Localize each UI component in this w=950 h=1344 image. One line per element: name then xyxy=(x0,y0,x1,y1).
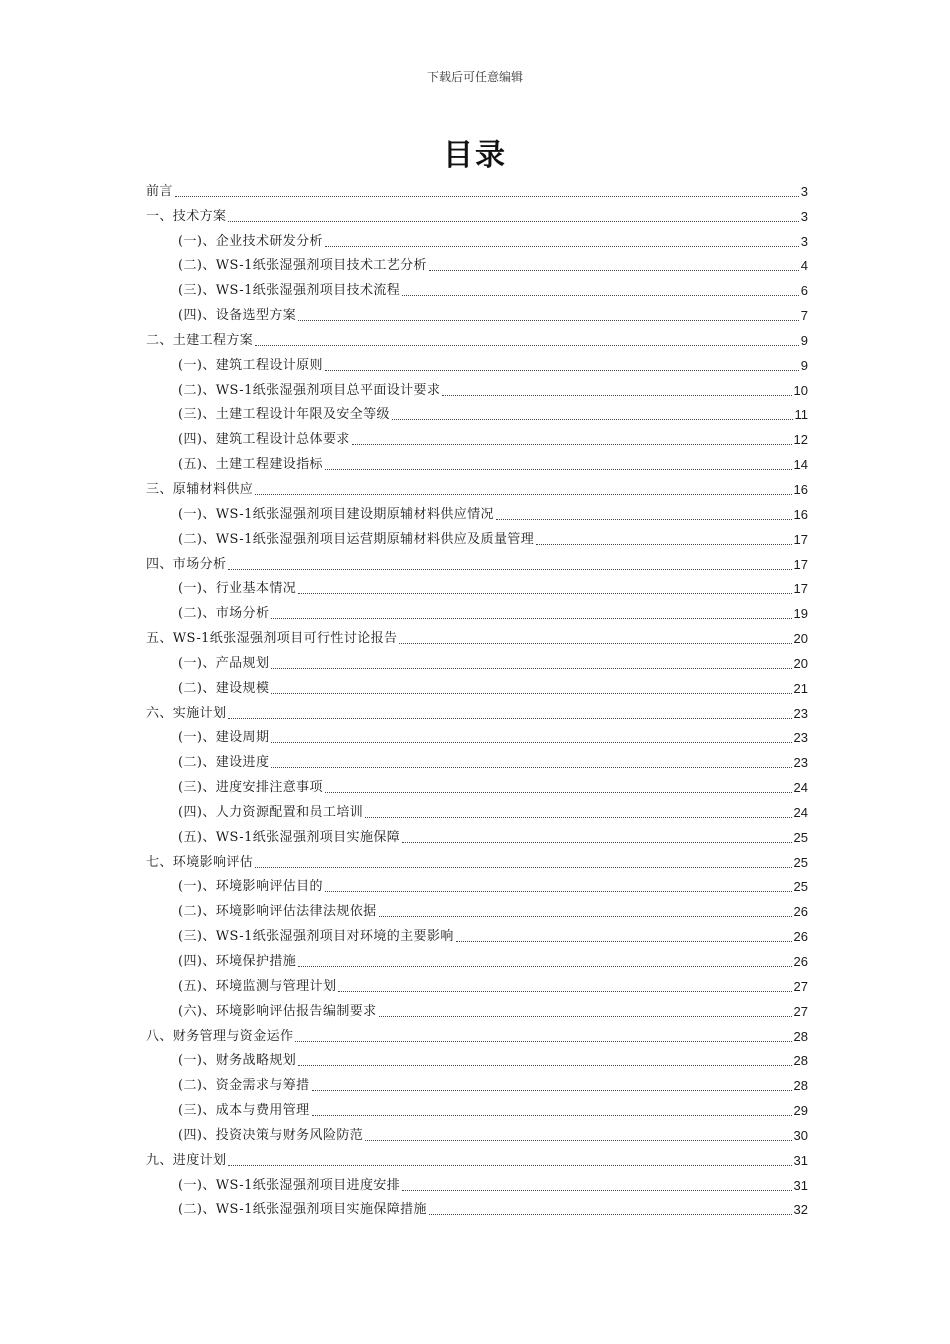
toc-dot-leader xyxy=(402,1190,791,1191)
toc-entry[interactable] xyxy=(146,399,808,424)
toc-page-number: 28 xyxy=(793,1028,808,1044)
toc-dot-leader xyxy=(325,891,792,892)
toc-entry-title: (二)、WS-1纸张湿强剂项目技术工艺分析 xyxy=(178,258,427,274)
toc-entry[interactable] xyxy=(146,1119,808,1144)
toc-entry[interactable] xyxy=(146,821,808,846)
toc-entry[interactable] xyxy=(146,573,808,598)
toc-entry-title: (一)、产品规划 xyxy=(178,655,270,671)
toc-entry[interactable] xyxy=(146,423,808,448)
toc-dot-leader xyxy=(379,1016,792,1017)
toc-entry-title: (二)、市场分析 xyxy=(178,606,270,622)
toc-page-number: 26 xyxy=(793,904,808,920)
toc-page-number: 17 xyxy=(793,556,808,572)
toc-entry[interactable] xyxy=(146,448,808,473)
toc-entry-title: (一)、建设周期 xyxy=(178,730,270,746)
page-title: 目录 xyxy=(443,138,507,173)
toc-entry[interactable] xyxy=(146,349,808,374)
toc-page-number: 3 xyxy=(800,208,808,224)
toc-entry[interactable] xyxy=(146,250,808,275)
toc-entry-title: (一)、建筑工程设计原则 xyxy=(178,357,323,373)
toc-entry-title: (一)、行业基本情况 xyxy=(178,581,297,597)
toc-entry[interactable] xyxy=(146,945,808,970)
toc-page-number: 17 xyxy=(793,581,808,597)
toc-entry-title: (四)、设备选型方案 xyxy=(178,308,297,324)
toc-dot-leader xyxy=(352,444,792,445)
toc-entry[interactable] xyxy=(146,771,808,796)
toc-entry[interactable] xyxy=(146,1069,808,1094)
toc-dot-leader xyxy=(298,593,791,594)
toc-entry-title: (四)、投资决策与财务风险防范 xyxy=(178,1127,364,1143)
toc-dot-leader xyxy=(228,569,791,570)
toc-page-number: 30 xyxy=(793,1127,808,1143)
toc-page-number: 24 xyxy=(793,780,808,796)
toc-page-number: 29 xyxy=(793,1103,808,1119)
toc-page-number: 28 xyxy=(793,1053,808,1069)
toc-entry-title: 八、财务管理与资金运作 xyxy=(146,1028,294,1044)
toc-page-number: 19 xyxy=(793,606,808,622)
toc-entry[interactable] xyxy=(146,995,808,1020)
toc-page-number: 16 xyxy=(793,481,808,497)
toc-page-number: 14 xyxy=(793,457,808,473)
toc-entry[interactable] xyxy=(146,374,808,399)
toc-dot-leader xyxy=(255,867,791,868)
toc-dot-leader xyxy=(228,718,791,719)
toc-entry-title: (三)、WS-1纸张湿强剂项目对环境的主要影响 xyxy=(178,929,454,945)
toc-entry-title: (二)、建设进度 xyxy=(178,755,270,771)
toc-dot-leader xyxy=(295,1041,791,1042)
toc-page-number: 23 xyxy=(793,730,808,746)
toc-entry[interactable] xyxy=(146,473,808,498)
toc-entry-title: (一)、环境影响评估目的 xyxy=(178,879,323,895)
toc-page-number: 28 xyxy=(793,1078,808,1094)
toc-page-number: 17 xyxy=(793,531,808,547)
toc-entry[interactable] xyxy=(146,200,808,225)
toc-page-number: 24 xyxy=(793,804,808,820)
toc-entry-title: (五)、土建工程建设指标 xyxy=(178,457,323,473)
toc-page-number: 26 xyxy=(793,954,808,969)
toc-page-number: 27 xyxy=(793,978,808,994)
toc-entry[interactable] xyxy=(146,523,808,548)
toc-entry[interactable] xyxy=(146,796,808,821)
toc-page-number: 10 xyxy=(793,382,808,398)
toc-page-number: 25 xyxy=(793,879,808,895)
toc-page-number: 31 xyxy=(793,1177,808,1193)
toc-page-number: 27 xyxy=(793,1003,808,1019)
toc-entry-title: (四)、人力资源配置和员工培训 xyxy=(178,804,364,820)
toc-entry[interactable] xyxy=(146,324,808,349)
toc-entry[interactable] xyxy=(146,846,808,871)
toc-dot-leader xyxy=(255,345,799,346)
toc-entry-title: 前言 xyxy=(146,183,173,199)
toc-entry-title: (二)、建设规模 xyxy=(178,680,270,696)
toc-entry-title: 七、环境影响评估 xyxy=(146,854,254,870)
toc-page-number: 23 xyxy=(793,705,808,721)
toc-entry-title: 六、实施计划 xyxy=(146,705,227,721)
toc-entry[interactable] xyxy=(146,274,808,299)
toc-dot-leader xyxy=(271,668,791,669)
toc-entry[interactable] xyxy=(146,597,808,622)
toc-entry-title: (一)、企业技术研发分析 xyxy=(178,233,323,249)
toc-dot-leader xyxy=(271,742,791,743)
toc-dot-leader xyxy=(399,643,791,644)
toc-page-number: 20 xyxy=(793,631,808,647)
toc-entry-title: (五)、环境监测与管理计划 xyxy=(178,978,337,994)
toc-page-number: 16 xyxy=(793,506,808,522)
toc-page-number: 4 xyxy=(800,258,808,274)
toc-dot-leader xyxy=(392,419,793,420)
toc-page-number: 20 xyxy=(793,655,808,671)
toc-entry-title: (二)、WS-1纸张湿强剂项目实施保障措施 xyxy=(178,1202,427,1218)
toc-entry[interactable] xyxy=(146,548,808,573)
toc-dot-leader xyxy=(228,221,798,222)
toc-entry-title: 三、原辅材料供应 xyxy=(146,481,254,497)
toc-entry[interactable] xyxy=(146,1144,808,1169)
toc-dot-leader xyxy=(379,916,792,917)
toc-entry[interactable] xyxy=(146,1020,808,1045)
toc-entry[interactable] xyxy=(146,1045,808,1070)
toc-dot-leader xyxy=(298,1065,791,1066)
header-note: 下载后可任意编辑 xyxy=(426,70,523,84)
toc-page-number: 9 xyxy=(800,332,808,348)
toc-dot-leader xyxy=(496,519,792,520)
toc-page-number: 7 xyxy=(800,308,808,324)
toc-dot-leader xyxy=(298,320,799,321)
toc-entry[interactable] xyxy=(146,498,808,523)
toc-dot-leader xyxy=(325,370,799,371)
toc-entry-title: (二)、环境影响评估法律法规依据 xyxy=(178,904,377,920)
toc-entry-title: (四)、环境保护措施 xyxy=(178,954,297,969)
toc-dot-leader xyxy=(442,395,791,396)
toc-dot-leader xyxy=(271,693,791,694)
toc-dot-leader xyxy=(271,618,791,619)
toc-page-number: 11 xyxy=(794,407,808,423)
toc-entry-title: (二)、资金需求与筹措 xyxy=(178,1078,310,1094)
toc-entry[interactable] xyxy=(146,622,808,647)
toc-dot-leader xyxy=(312,1115,792,1116)
toc-dot-leader xyxy=(402,842,791,843)
toc-entry-title: (六)、环境影响评估报告编制要求 xyxy=(178,1003,377,1019)
toc-entry[interactable] xyxy=(146,1094,808,1119)
toc-entry[interactable] xyxy=(146,746,808,771)
toc-page-number: 25 xyxy=(793,854,808,870)
toc-page-number: 26 xyxy=(793,929,808,945)
toc-dot-leader xyxy=(255,494,791,495)
toc-dot-leader xyxy=(338,991,791,992)
toc-dot-leader xyxy=(429,1214,792,1215)
toc-entry[interactable] xyxy=(146,722,808,747)
toc-entry[interactable] xyxy=(146,175,808,200)
toc-entry[interactable] xyxy=(146,672,808,697)
toc-entry[interactable] xyxy=(146,895,808,920)
toc-page-number: 9 xyxy=(800,357,808,373)
toc-entry-title: (二)、WS-1纸张湿强剂项目运营期原辅材料供应及质量管理 xyxy=(178,531,535,547)
toc-dot-leader xyxy=(298,966,791,967)
toc-entry[interactable] xyxy=(146,647,808,672)
toc-dot-leader xyxy=(325,792,792,793)
toc-entry-title: (四)、建筑工程设计总体要求 xyxy=(178,432,350,448)
toc-entry[interactable] xyxy=(146,1169,808,1194)
toc-dot-leader xyxy=(402,295,799,296)
toc-entry[interactable] xyxy=(146,920,808,945)
toc-dot-leader xyxy=(429,270,799,271)
toc-page-number: 3 xyxy=(800,183,808,199)
toc-page-number: 6 xyxy=(800,283,808,299)
toc-entry-title: (三)、WS-1纸张湿强剂项目技术流程 xyxy=(178,283,401,299)
toc-page-number: 31 xyxy=(793,1152,808,1168)
toc-page-number: 21 xyxy=(793,680,808,696)
toc-entry-title: 二、土建工程方案 xyxy=(146,332,254,348)
table-of-contents xyxy=(146,175,808,1218)
toc-entry-title: 四、市场分析 xyxy=(146,556,227,572)
toc-entry[interactable] xyxy=(146,299,808,324)
toc-dot-leader xyxy=(271,767,791,768)
toc-entry-title: (一)、WS-1纸张湿强剂项目进度安排 xyxy=(178,1177,401,1193)
toc-entry-title: (三)、土建工程设计年限及安全等级 xyxy=(178,407,390,423)
toc-dot-leader xyxy=(228,1165,791,1166)
toc-entry-title: (一)、WS-1纸张湿强剂项目建设期原辅材料供应情况 xyxy=(178,506,494,522)
toc-dot-leader xyxy=(325,469,792,470)
toc-entry[interactable] xyxy=(146,871,808,896)
toc-dot-leader xyxy=(175,196,799,197)
toc-page-number: 32 xyxy=(793,1202,808,1218)
toc-entry[interactable] xyxy=(146,697,808,722)
toc-entry-title: (一)、财务战略规划 xyxy=(178,1053,297,1069)
toc-entry-title: 五、WS-1纸张湿强剂项目可行性讨论报告 xyxy=(146,631,398,647)
toc-page-number: 3 xyxy=(800,233,808,249)
toc-page-number: 23 xyxy=(793,755,808,771)
toc-dot-leader xyxy=(312,1090,792,1091)
toc-dot-leader xyxy=(325,246,799,247)
toc-dot-leader xyxy=(365,817,791,818)
toc-dot-leader xyxy=(365,1140,791,1141)
toc-entry-title: (二)、WS-1纸张湿强剂项目总平面设计要求 xyxy=(178,382,441,398)
toc-dot-leader xyxy=(536,544,791,545)
toc-entry[interactable] xyxy=(146,1194,808,1219)
toc-dot-leader xyxy=(456,941,792,942)
toc-page-number: 12 xyxy=(793,432,808,448)
toc-page-number: 25 xyxy=(793,829,808,845)
toc-entry-title: (五)、WS-1纸张湿强剂项目实施保障 xyxy=(178,829,401,845)
toc-entry-title: (三)、成本与费用管理 xyxy=(178,1103,310,1119)
toc-entry-title: 一、技术方案 xyxy=(146,208,227,224)
toc-entry[interactable] xyxy=(146,225,808,250)
toc-entry-title: 九、进度计划 xyxy=(146,1152,227,1168)
toc-entry[interactable] xyxy=(146,970,808,995)
toc-entry-title: (三)、进度安排注意事项 xyxy=(178,780,323,796)
